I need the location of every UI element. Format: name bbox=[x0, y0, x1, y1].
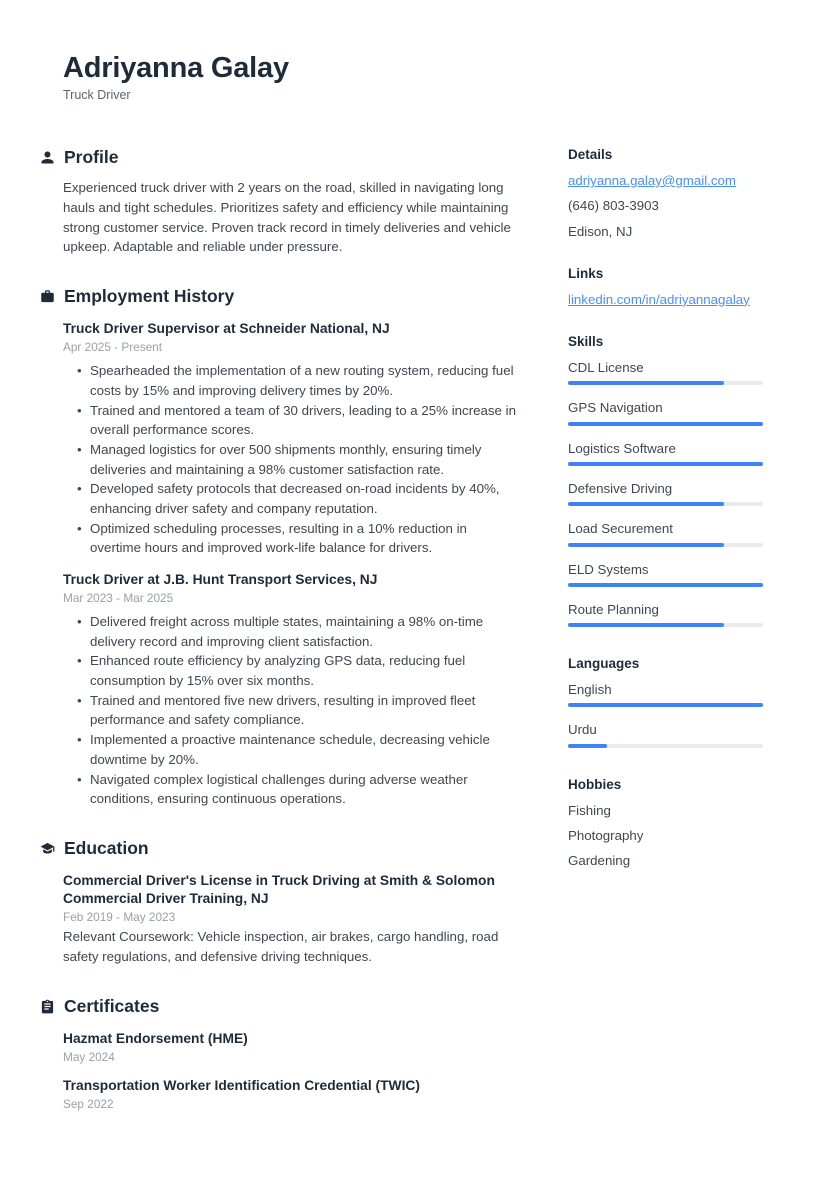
resume-header bbox=[63, 53, 520, 102]
education-dates: Feb 2019 - May 2023 bbox=[63, 910, 176, 925]
job-bullet: • Trained and mentored a team of 30 drivers, leading to a 25% increase in overall performance scores. bbox=[90, 401, 520, 440]
certificate-title-line: Transportation Worker Identification Credential (TWIC) bbox=[63, 1077, 420, 1093]
certificate-dates: May 2024 bbox=[63, 1049, 115, 1064]
language-item bbox=[568, 721, 763, 747]
education-heading bbox=[40, 838, 520, 859]
job-bullet-list bbox=[63, 612, 520, 809]
skill-item bbox=[568, 399, 763, 425]
job-title-line: Truck Driver at J.B. Hunt Transport Services, NJ bbox=[63, 571, 378, 587]
skill-item bbox=[568, 359, 763, 385]
email-link[interactable]: adriyanna.galay@gmail.com bbox=[568, 173, 736, 188]
section-employment-history bbox=[63, 286, 520, 809]
job-dates: Apr 2025 - Present bbox=[63, 340, 163, 355]
section-certificates bbox=[63, 996, 520, 1111]
briefcase-icon bbox=[40, 289, 55, 304]
certificate-dates: Sep 2022 bbox=[63, 1097, 114, 1111]
skill-bar-fill bbox=[568, 502, 724, 506]
skill-bar-fill bbox=[568, 623, 724, 627]
sidebar-section-links bbox=[568, 266, 763, 308]
language-name: Urdu bbox=[568, 722, 597, 738]
job-bullet: • Implemented a proactive maintenance schedule, decreasing vehicle downtime by 20%. bbox=[90, 730, 520, 769]
job-bullet: • Navigated complex logistical challenges during adverse weather conditions, ensuring continuous operations. bbox=[90, 770, 520, 809]
education-description: Relevant Coursework: Vehicle inspection, air brakes, cargo handling, road safety regulations, and defensive driving techniques. bbox=[63, 929, 499, 964]
job-entry bbox=[63, 571, 520, 809]
language-bar-track bbox=[568, 744, 763, 748]
job-dates: Mar 2023 - Mar 2025 bbox=[63, 591, 174, 606]
profile-heading-label: Profile bbox=[64, 147, 119, 168]
skill-item bbox=[568, 440, 763, 466]
sidebar-section-hobbies bbox=[568, 777, 763, 870]
sidebar-section-skills bbox=[568, 334, 763, 627]
skill-name: Route Planning bbox=[568, 601, 659, 617]
links-heading: Links bbox=[568, 265, 604, 281]
language-bar-track bbox=[568, 703, 763, 707]
skill-bar-fill bbox=[568, 462, 763, 466]
skill-item bbox=[568, 601, 763, 627]
certificate-title-line: Hazmat Endorsement (HME) bbox=[63, 1030, 248, 1046]
education-heading-label: Education bbox=[64, 837, 149, 858]
main-column bbox=[63, 53, 520, 1138]
graduation-cap-icon bbox=[40, 841, 55, 856]
language-name: English bbox=[568, 682, 612, 698]
skill-bar-track bbox=[568, 381, 763, 385]
skill-bar-track bbox=[568, 623, 763, 627]
hobby-item: Photography bbox=[568, 827, 644, 843]
skill-bar-track bbox=[568, 583, 763, 587]
skill-bar-fill bbox=[568, 543, 724, 547]
hobby-item: Fishing bbox=[568, 802, 611, 818]
job-bullet: • Trained and mentored five new drivers, resulting in improved fleet performance and safety compliance. bbox=[90, 691, 520, 730]
section-profile bbox=[63, 147, 520, 257]
job-bullet: • Developed safety protocols that decreased on-road incidents by 40%, enhancing driver safety and company reputation. bbox=[90, 479, 520, 518]
section-education bbox=[63, 838, 520, 967]
certificate-entry bbox=[63, 1077, 520, 1111]
skill-name: GPS Navigation bbox=[568, 400, 663, 416]
candidate-name: Adriyanna Galay bbox=[63, 52, 289, 84]
skill-bar-track bbox=[568, 543, 763, 547]
skill-item bbox=[568, 480, 763, 506]
skill-bar-fill bbox=[568, 583, 763, 587]
details-heading: Details bbox=[568, 147, 613, 162]
education-entry bbox=[63, 872, 520, 967]
language-bar-fill bbox=[568, 703, 763, 707]
profile-summary: Experienced truck driver with 2 years on the road, skilled in navigating long hauls and tight schedules. Prioritizes safety and efficiency while maintaining strong customer service. Proven track record in timely deliveries and vehicle upkeep. Adaptable and reliable under pressure. bbox=[63, 180, 511, 255]
clipboard-icon bbox=[40, 999, 55, 1014]
skill-bar-fill bbox=[568, 381, 724, 385]
phone-number: (646) 803-3903 bbox=[568, 198, 659, 214]
languages-heading: Languages bbox=[568, 656, 640, 672]
language-bar-fill bbox=[568, 744, 607, 748]
skill-name: CDL License bbox=[568, 360, 644, 376]
hobby-item: Gardening bbox=[568, 853, 631, 869]
hobbies-heading: Hobbies bbox=[568, 776, 622, 792]
certificate-entry bbox=[63, 1030, 520, 1064]
job-bullet: • Delivered freight across multiple states, maintaining a 98% on-time delivery record and improving client satisfaction. bbox=[90, 612, 520, 651]
skill-name: Logistics Software bbox=[568, 440, 676, 456]
skill-name: ELD Systems bbox=[568, 561, 649, 577]
education-title-line: Commercial Driver's License in Truck Driving at Smith & Solomon Commercial Driver Training, NJ bbox=[63, 872, 495, 907]
linkedin-link[interactable]: linkedin.com/in/adriyannagalay bbox=[568, 291, 750, 307]
sidebar-section-details bbox=[568, 147, 763, 240]
certificates-heading-label: Certificates bbox=[64, 995, 160, 1016]
skill-item bbox=[568, 520, 763, 546]
person-icon bbox=[40, 150, 55, 165]
employment-heading-label: Employment History bbox=[64, 286, 235, 306]
sidebar bbox=[568, 53, 763, 1138]
skill-name: Defensive Driving bbox=[568, 480, 673, 496]
sidebar-section-languages bbox=[568, 656, 763, 748]
skill-item bbox=[568, 561, 763, 587]
language-item bbox=[568, 681, 763, 707]
skill-bar-track bbox=[568, 462, 763, 466]
location-text: Edison, NJ bbox=[568, 223, 633, 239]
profile-heading bbox=[40, 147, 520, 168]
job-bullet: • Optimized scheduling processes, resulting in a 10% reduction in overtime hours and improved work-life balance for drivers. bbox=[90, 519, 520, 558]
skill-bar-track bbox=[568, 422, 763, 426]
job-bullet: • Managed logistics for over 500 shipments monthly, ensuring timely deliveries and maintaining a 98% customer satisfaction rate. bbox=[90, 440, 520, 479]
candidate-job-title: Truck Driver bbox=[63, 88, 131, 103]
skill-bar-track bbox=[568, 502, 763, 506]
job-bullet-list bbox=[63, 361, 520, 558]
job-title-line: Truck Driver Supervisor at Schneider National, NJ bbox=[63, 321, 390, 336]
job-bullet: • Enhanced route efficiency by analyzing GPS data, reducing fuel consumption by 15% over six months. bbox=[90, 651, 520, 690]
employment-heading bbox=[40, 286, 520, 307]
skill-name: Load Securement bbox=[568, 521, 673, 537]
job-bullet: • Spearheaded the implementation of a new routing system, reducing fuel costs by 15% and improving delivery times by 20%. bbox=[90, 361, 520, 400]
job-entry bbox=[63, 320, 520, 558]
certificates-heading bbox=[40, 996, 520, 1017]
skills-heading: Skills bbox=[568, 334, 604, 350]
skill-bar-fill bbox=[568, 422, 763, 426]
